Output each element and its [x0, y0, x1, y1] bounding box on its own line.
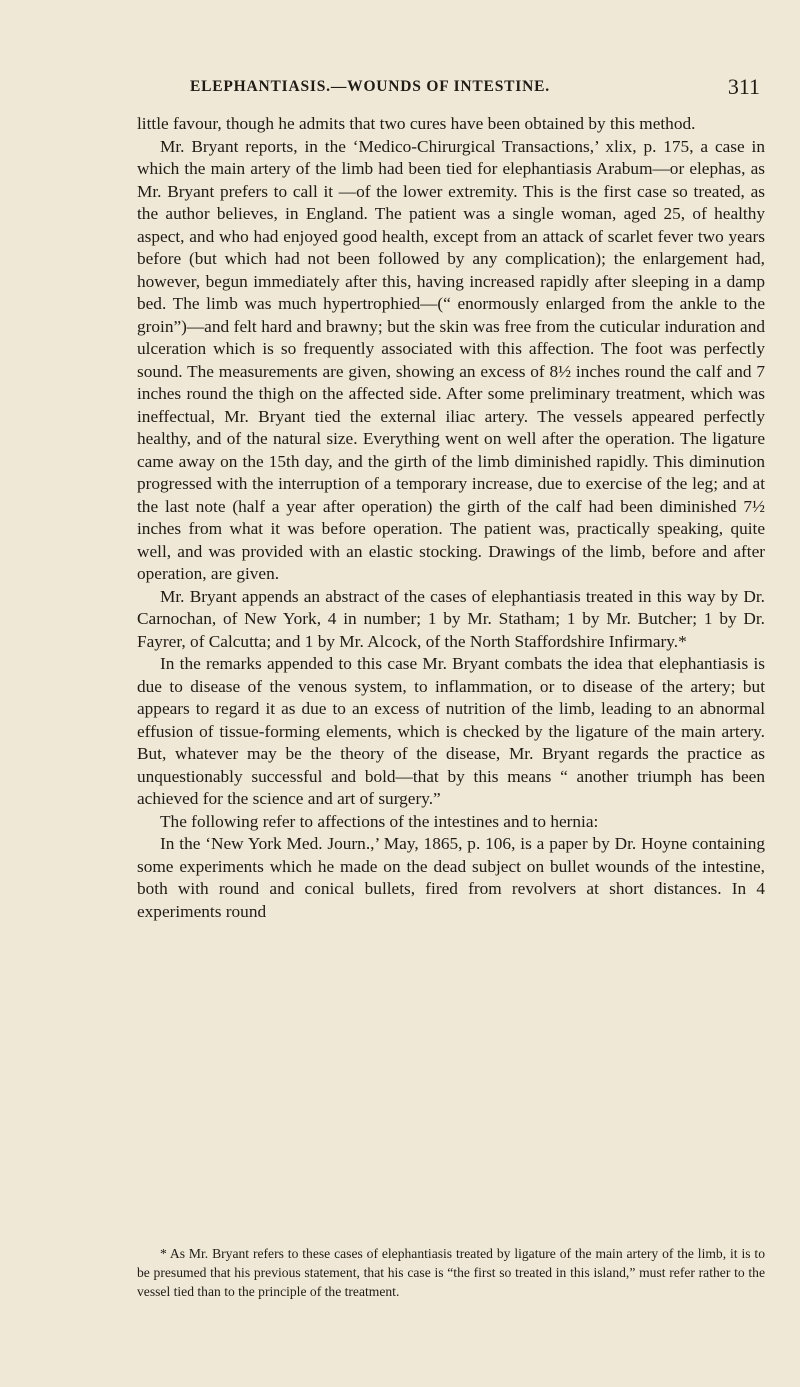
body-text: [137, 113, 765, 923]
page-number: 311: [727, 74, 760, 99]
paragraph: The following refer to affections of the intestines and to hernia:: [160, 811, 599, 831]
footnote: * As Mr. Bryant refers to these cases of elephantiasis treated by ligature of the main artery of the limb, it is to be presumed that his previous statement, that his case is “the first so treated in this island,” must refer rather to the vessel tied than to the principle of the treatment.: [137, 1246, 765, 1299]
running-title: ELEPHANTIASIS.—WOUNDS OF INTESTINE.: [190, 78, 550, 95]
paragraph: In the ‘New York Med. Journ.,’ May, 1865, p. 106, is a paper by Dr. Hoyne containing some experiments which he made on the dead subject on bullet wounds of the intestine, both with round and conical bullets, fired from revolvers at short distances. In 4 experiments round: [137, 834, 765, 921]
paragraph: In the remarks appended to this case Mr. Bryant combats the idea that elephantiasis is due to disease of the venous system, to inflammation, or to disease of the artery; but appears to regard it as due to an excess of nutrition of the limb, leading to an abnormal effusion of tissue-forming elements, which is checked by the ligature of the main artery. But, whatever may be the theory of the disease, Mr. Bryant regards the practice as unquestionably successful and bold—that by this means “ another triumph has been achieved for the science and art of surgery.”: [137, 654, 765, 808]
paragraph: little favour, though he admits that two cures have been obtained by this method.: [137, 114, 696, 133]
paragraph: Mr. Bryant appends an abstract of the cases of elephantiasis treated in this way by Dr. Carnochan, of New York, 4 in number; 1 by Mr. Statham; 1 by Mr. Butcher; 1 by Dr. Fayrer, of Calcutta; and 1 by Mr. Alcock, of the North Staffordshire Infirmary.*: [137, 586, 765, 651]
page-header: [190, 74, 760, 108]
paragraph: Mr. Bryant reports, in the ‘Medico-Chirurgical Transactions,’ xlix, p. 175, a case in which the main artery of the limb had been tied for elephantiasis Arabum—or elephas, as Mr. Bryant prefers to call it —of the lower extremity. This is the first case so treated, as the author believes, in England. The patient was a single woman, aged 25, of healthy aspect, and who had enjoyed good health, except from an attack of scarlet fever two years before (but which had not been followed by any complication); the enlargement had, however, begun immediately after this, having increased rapidly after sleeping in a damp bed. The limb was much hypertrophied—(“ enormously enlarged from the ankle to the groin”)—and felt hard and brawny; but the skin was free from the cuticular induration and ulceration which is so frequently associated with this affection. The foot was perfectly sound. The measurements are given, showing an excess of 8½ inches round the calf and 7 inches round the thigh on the affected side. After some preliminary treatment, which was ineffectual, Mr. Bryant tied the external iliac artery. The vessels appeared perfectly healthy, and of the natural size. Everything went on well after the operation. The ligature came away on the 15th day, and the girth of the limb diminished rapidly. This diminution progressed with the interruption of a temporary increase, due to exercise of the leg; and at the last note (half a year after operation) the girth of the calf had been diminished 7½ inches from what it was before operation. The patient was, practically speaking, quite well, and was provided with an elastic stocking. Drawings of the limb, before and after operation, are given.: [137, 136, 765, 583]
